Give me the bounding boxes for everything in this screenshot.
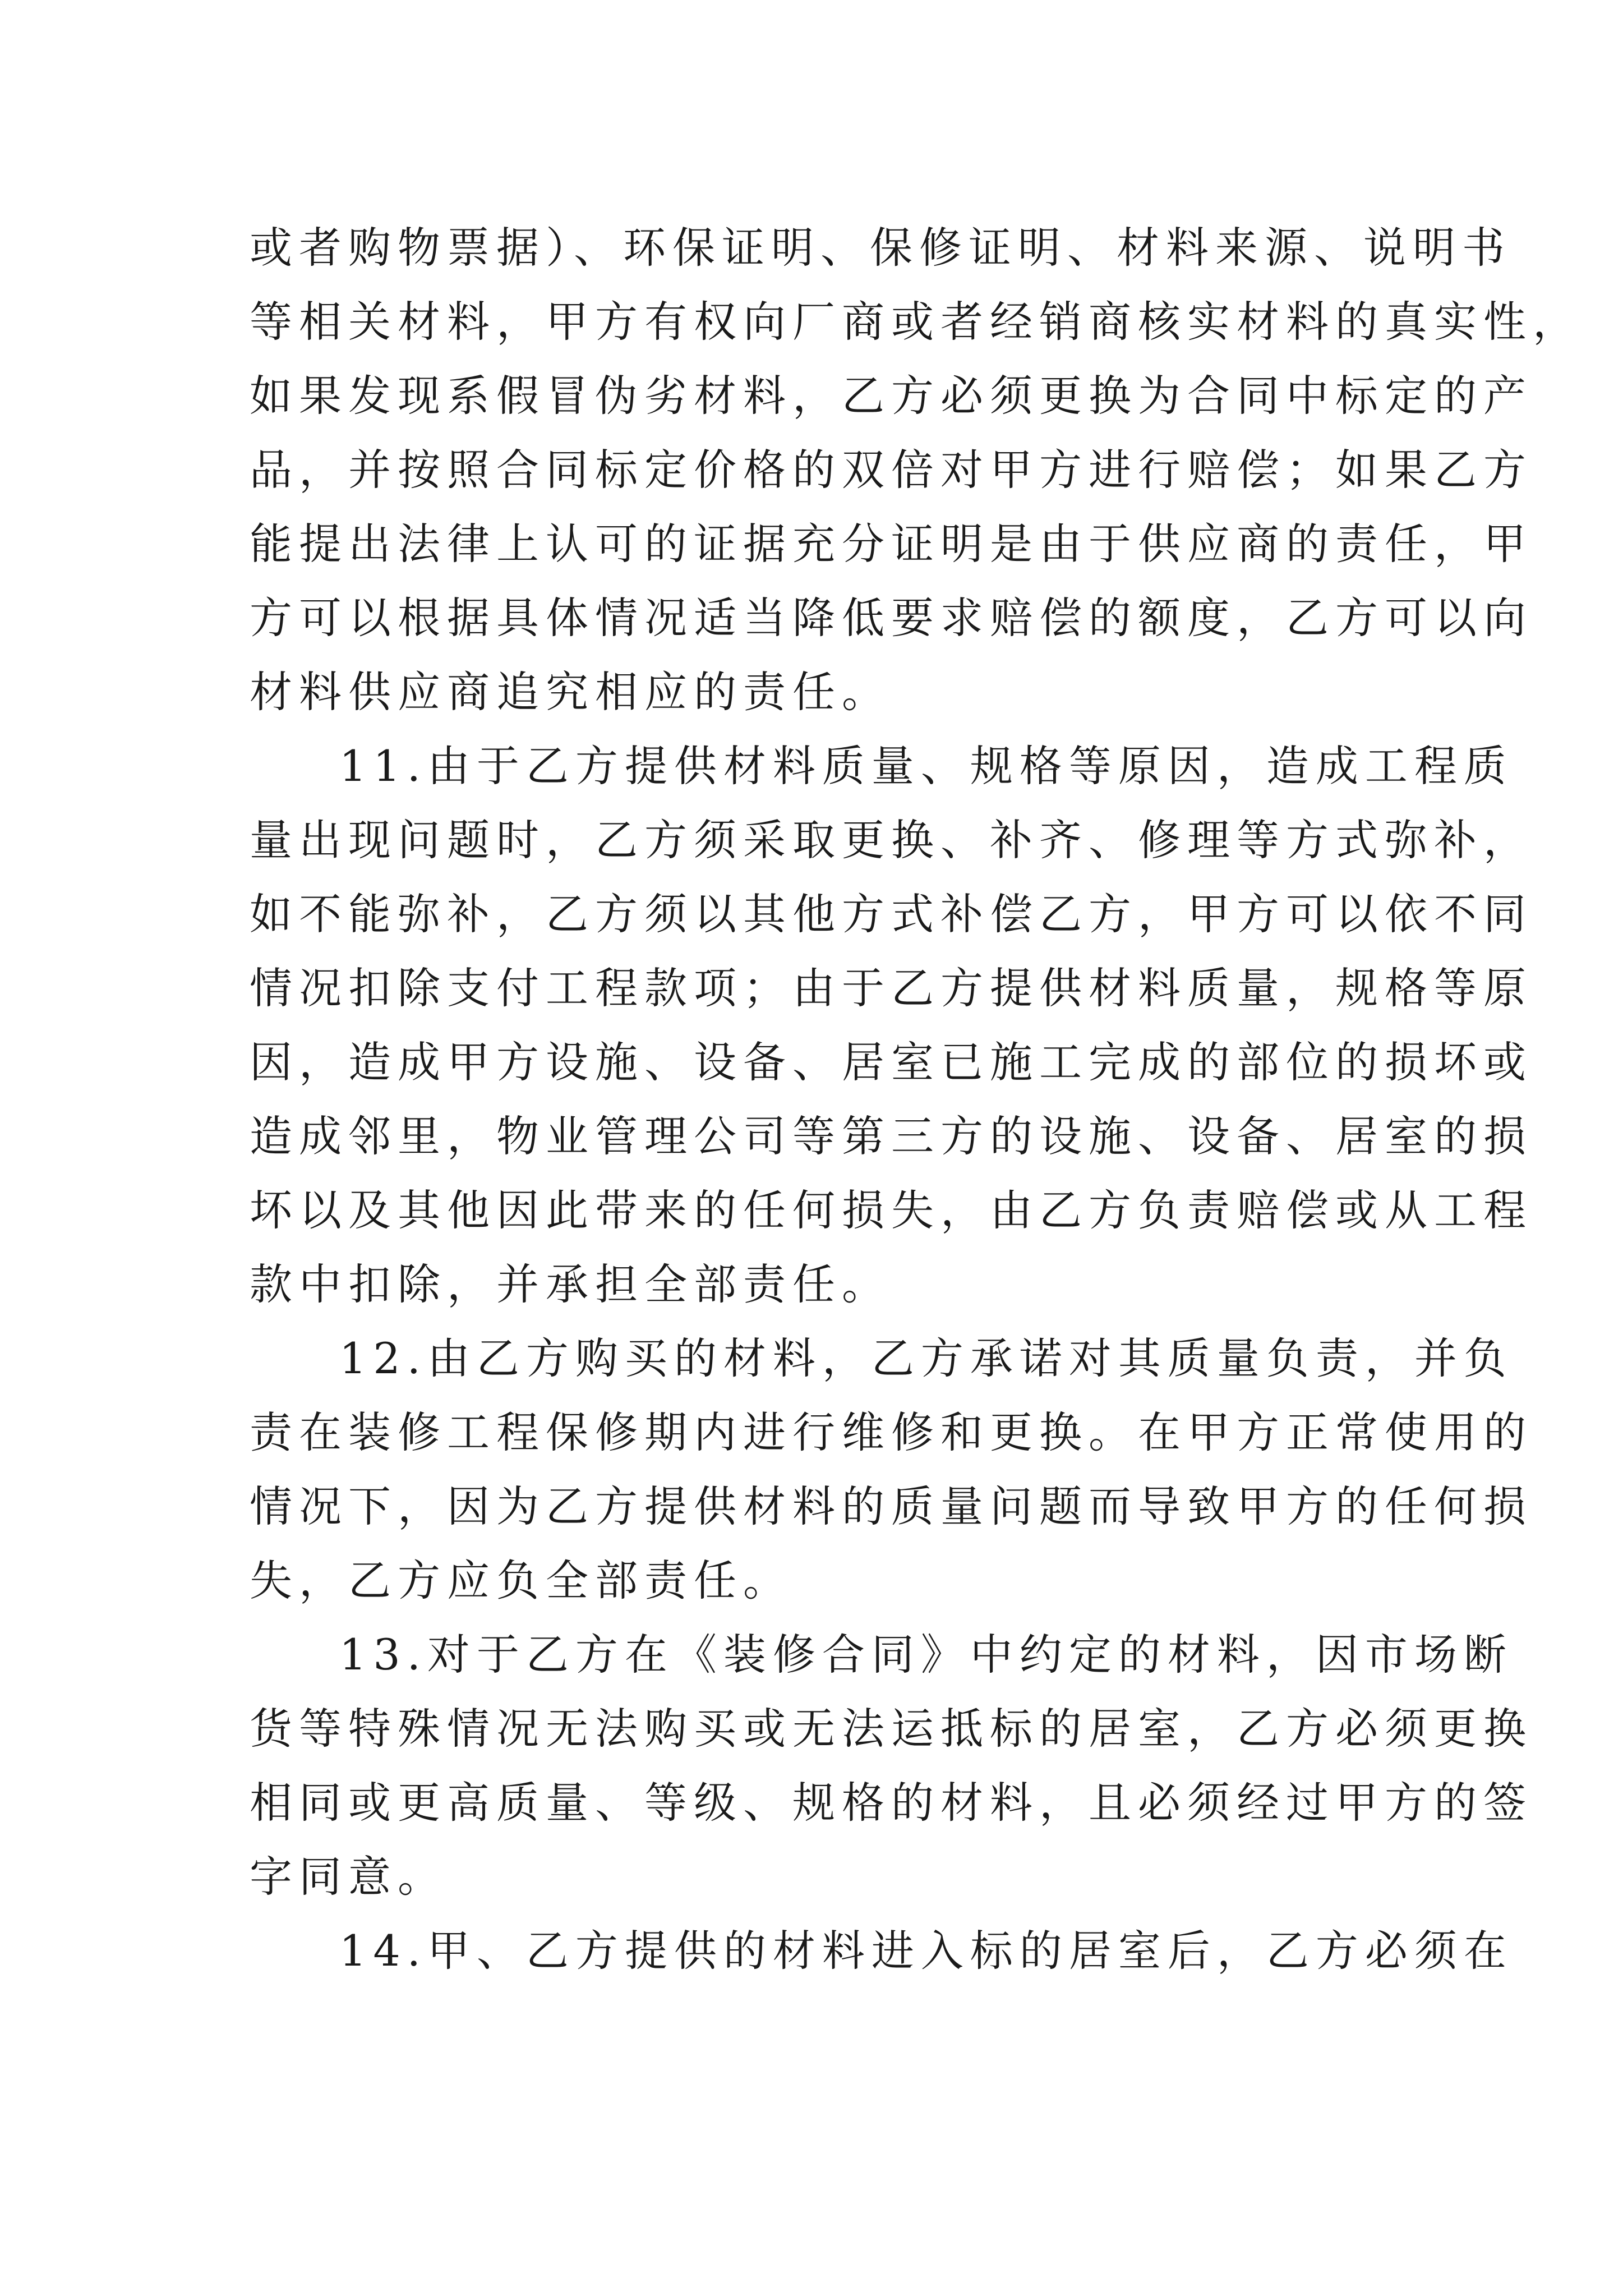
text-line: 字同意。 [250,1852,447,1902]
text-line: 方可以根据具体情况适当降低要求赔偿的额度，乙方可以向 [250,593,1533,643]
text-line: 责在装修工程保修期内进行维修和更换。在甲方正常使用的 [250,1407,1533,1457]
text-line: 情况扣除支付工程款项；由于乙方提供材料质量，规格等原 [250,963,1533,1013]
clause-14-start: 14.甲、乙方提供的材料进入标的居室后，乙方必须在 [339,1926,1513,1976]
text-line: 因，造成甲方设施、设备、居室已施工完成的部位的损坏或 [250,1037,1533,1087]
text-line: 货等特殊情况无法购买或无法运抵标的居室，乙方必须更换 [250,1704,1533,1754]
text-line: 失，乙方应负全部责任。 [250,1556,792,1605]
text-line: 相同或更高质量、等级、规格的材料，且必须经过甲方的签 [250,1778,1533,1828]
clause-12-start: 12.由乙方购买的材料，乙方承诺对其质量负责，并负 [339,1333,1513,1383]
text-line: 如不能弥补，乙方须以其他方式补偿乙方，甲方可以依不同 [250,889,1533,939]
text-line: 等相关材料，甲方有权向厂商或者经销商核实材料的真实性， [250,297,1582,347]
text-line: 或者购物票据）、环保证明、保修证明、材料来源、说明书 [250,223,1511,273]
clause-13-start: 13.对于乙方在《装修合同》中约定的材料，因市场断 [339,1630,1513,1680]
text-line: 坏以及其他因此带来的任何损失，由乙方负责赔偿或从工程 [250,1185,1533,1235]
text-line: 材料供应商追究相应的责任。 [250,667,891,717]
text-line: 量出现问题时，乙方须采取更换、补齐、修理等方式弥补， [250,815,1533,865]
text-line: 情况下，因为乙方提供材料的质量问题而导致甲方的任何损 [250,1481,1533,1531]
document-body [250,211,1582,1988]
clause-11-start: 11.由于乙方提供材料质量、规格等原因，造成工程质 [339,741,1513,791]
text-line: 款中扣除，并承担全部责任。 [250,1259,891,1309]
text-line: 造成邻里，物业管理公司等第三方的设施、设备、居室的损 [250,1111,1533,1161]
text-line: 如果发现系假冒伪劣材料，乙方必须更换为合同中标定的产 [250,371,1533,421]
text-line: 能提出法律上认可的证据充分证明是由于供应商的责任，甲 [250,519,1533,569]
text-line: 品，并按照合同标定价格的双倍对甲方进行赔偿；如果乙方 [250,445,1533,495]
